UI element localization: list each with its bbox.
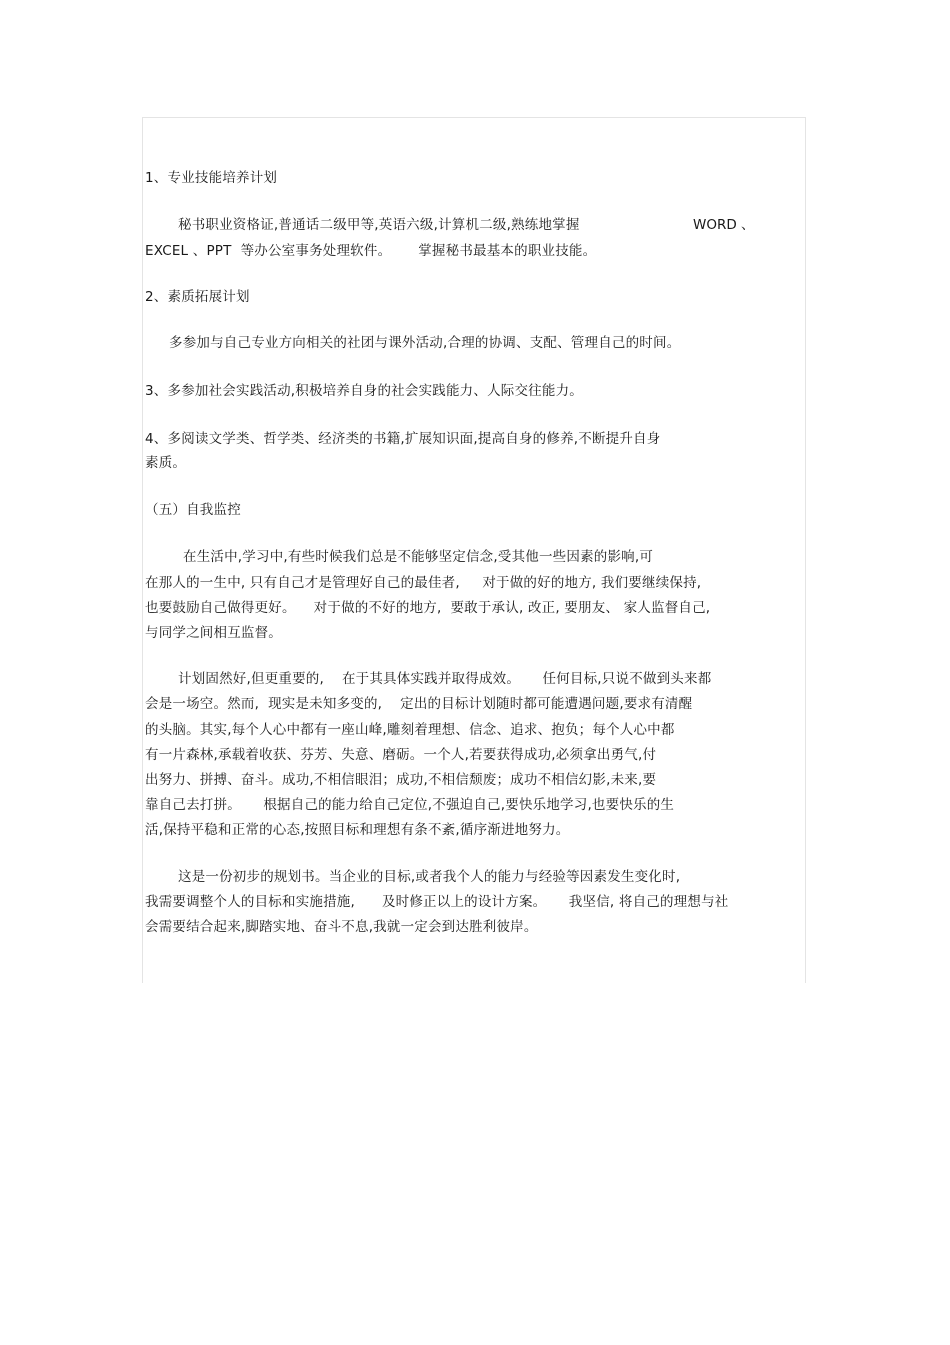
plan-paragraph-line-2: 会是一场空。然而, 现实是未知多变的, 定出的目标计划随时都可能遭遇问题,要求有清醒 (145, 696, 693, 712)
plan-paragraph-line-7: 活,保持平稳和正常的心态,按照目标和理想有条不紊,循序渐进地努力。 (145, 822, 570, 838)
section-5-heading: （五）自我监控 (145, 502, 241, 518)
section-3-item: 3、多参加社会实践活动,积极培养自身的社会实践能力、人际交往能力。 (145, 383, 583, 399)
plan-paragraph-line-4: 有一片森林,承载着收获、芬芳、失意、磨砺。一个人,若要获得成功,必须拿出勇气,付 (145, 747, 657, 763)
closing-paragraph-line-1: 这是一份初步的规划书。当企业的目标,或者我个人的能力与经验等因素发生变化时, (178, 869, 681, 885)
section-2-paragraph: 多参加与自己专业方向相关的社团与课外活动,合理的协调、支配、管理自己的时间。 (169, 335, 681, 351)
self-monitor-paragraph-line-3: 也要鼓励自己做得更好。 对于做的不好的地方, 要敢于承认, 改正, 要朋友、 家人监督自己, (145, 600, 711, 616)
closing-paragraph-line-2: 我需要调整个人的目标和实施措施, 及时修正以上的设计方案。 我坚信, 将自己的理想与社 (145, 894, 729, 910)
self-monitor-paragraph-line-4: 与同学之间相互监督。 (145, 625, 282, 641)
closing-paragraph-line-3: 会需要结合起来,脚踏实地、奋斗不息,我就一定会到达胜利彼岸。 (145, 919, 538, 935)
self-monitor-paragraph-line-2: 在那人的一生中, 只有自己才是管理好自己的最佳者, 对于做的好的地方, 我们要继续保持, (145, 575, 702, 591)
section-1-paragraph-line-2: EXCEL 、PPT 等办公室事务处理软件。 掌握秘书最基本的职业技能。 (145, 243, 597, 259)
section-1-heading: 1、专业技能培养计划 (145, 170, 278, 186)
plan-paragraph-line-5: 出努力、拼搏、奋斗。成功,不相信眼泪；成功,不相信颓废；成功不相信幻影,未来,要 (145, 772, 657, 788)
section-4-item-line-2: 素质。 (145, 455, 187, 471)
self-monitor-paragraph-line-1: 在生活中,学习中,有些时候我们总是不能够坚定信念,受其他一些因素的影响,可 (183, 549, 654, 565)
section-1-paragraph-word-label: WORD 、 (693, 217, 755, 233)
section-2-heading: 2、素质拓展计划 (145, 289, 250, 305)
plan-paragraph-line-1: 计划固然好,但更重要的, 在于其具体实践并取得成效。 任何目标,只说不做到头来都 (178, 671, 712, 687)
section-4-item-line-1: 4、多阅读文学类、哲学类、经济类的书籍,扩展知识面,提高自身的修养,不断提升自身 (145, 431, 661, 447)
plan-paragraph-line-6: 靠自己去打拼。 根据自己的能力给自己定位,不强迫自己,要快乐地学习,也要快乐的生 (145, 797, 675, 813)
section-1-paragraph-line-1: 秘书职业资格证,普通话二级甲等,英语六级,计算机二级,熟练地掌握 (178, 217, 580, 233)
plan-paragraph-line-3: 的头脑。其实,每个人心中都有一座山峰,雕刻着理想、信念、追求、抱负；每个人心中都 (145, 722, 675, 738)
